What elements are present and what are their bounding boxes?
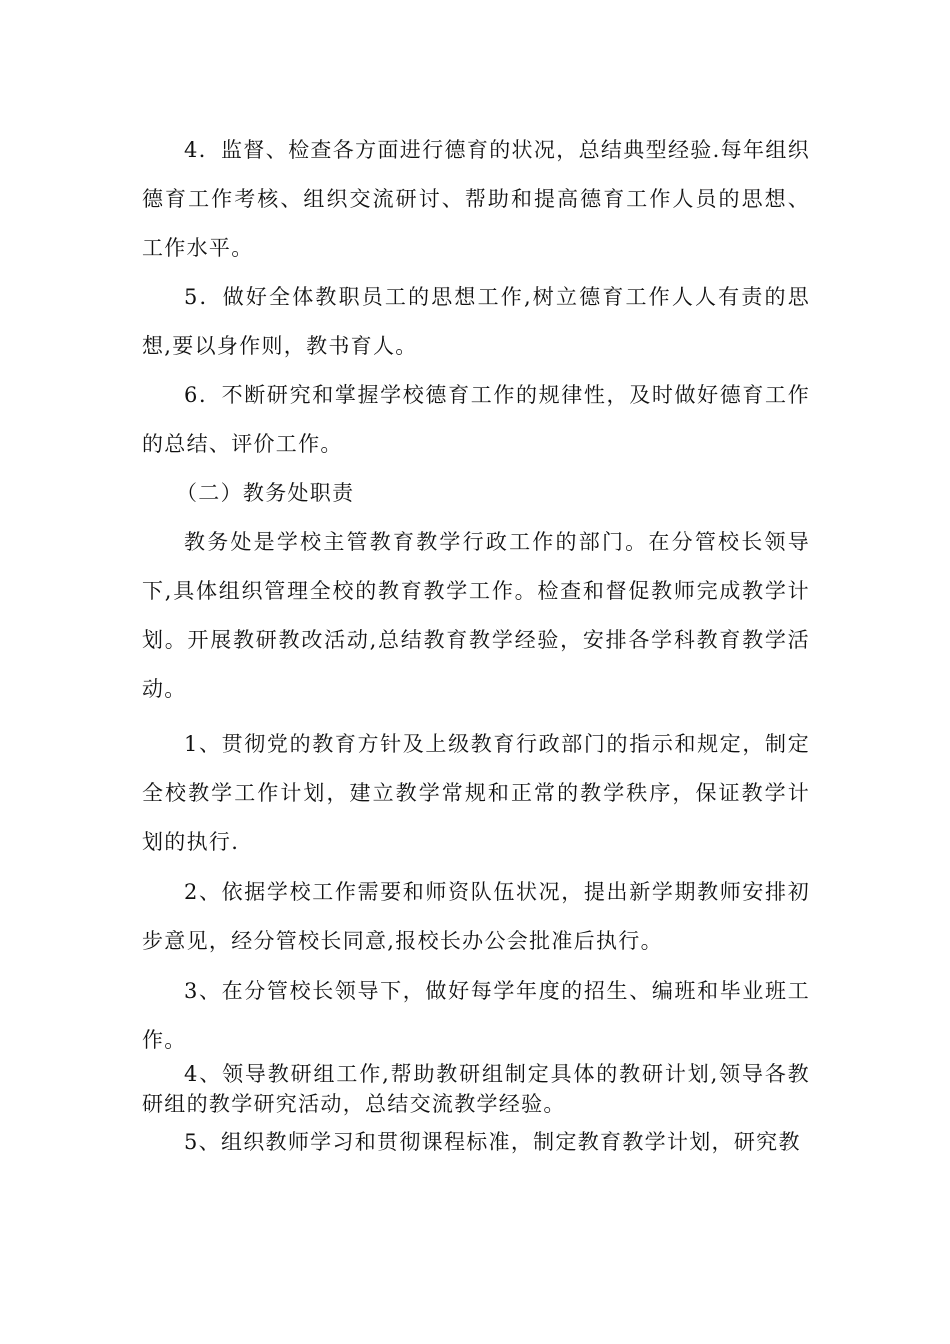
paragraph-academic-affairs-item-3: 3、在分管校长领导下，做好每学年度的招生、编班和毕业班工作。 [142, 979, 810, 1052]
paragraph-academic-affairs-item-4: 4、领导教研组工作,帮助教研组制定具体的教研计划,领导各教研组的教学研究活动，总结交流教学经验。 [142, 1062, 810, 1116]
paragraph-moral-education-item-5: 5．做好全体教职员工的思想工作,树立德育工作人人有责的思想,要以身作则，教书育人。 [142, 285, 810, 358]
paragraph-academic-affairs-item-2: 2、依据学校工作需要和师资队伍状况，提出新学期教师安排初步意见，经分管校长同意,报校长办公会批准后执行。 [142, 880, 810, 953]
paragraph-moral-education-item-6: 6．不断研究和掌握学校德育工作的规律性，及时做好德育工作的总结、评价工作。 [142, 383, 810, 456]
paragraph-moral-education-item-4: 4．监督、检查各方面进行德育的状况，总结典型经验.每年组织德育工作考核、组织交流研讨、帮助和提高德育工作人员的思想、工作水平。 [142, 138, 810, 260]
section-heading-academic-affairs: （二）教务处职责 [176, 481, 355, 505]
paragraph-academic-affairs-item-1: 1、贯彻党的教育方针及上级教育行政部门的指示和规定，制定全校教学工作计划，建立教学常规和正常的教学秩序，保证教学计划的执行. [142, 732, 810, 854]
paragraph-academic-affairs-item-5: 5、组织教师学习和贯彻课程标准，制定教育教学计划，研究教 [184, 1130, 801, 1154]
paragraph-academic-affairs-intro: 教务处是学校主管教育教学行政工作的部门。在分管校长领导下,具体组织管理全校的教育教学工作。检查和督促教师完成教学计划。开展教研教改活动,总结教育教学经验，安排各学科教育教学活动。 [142, 530, 810, 701]
